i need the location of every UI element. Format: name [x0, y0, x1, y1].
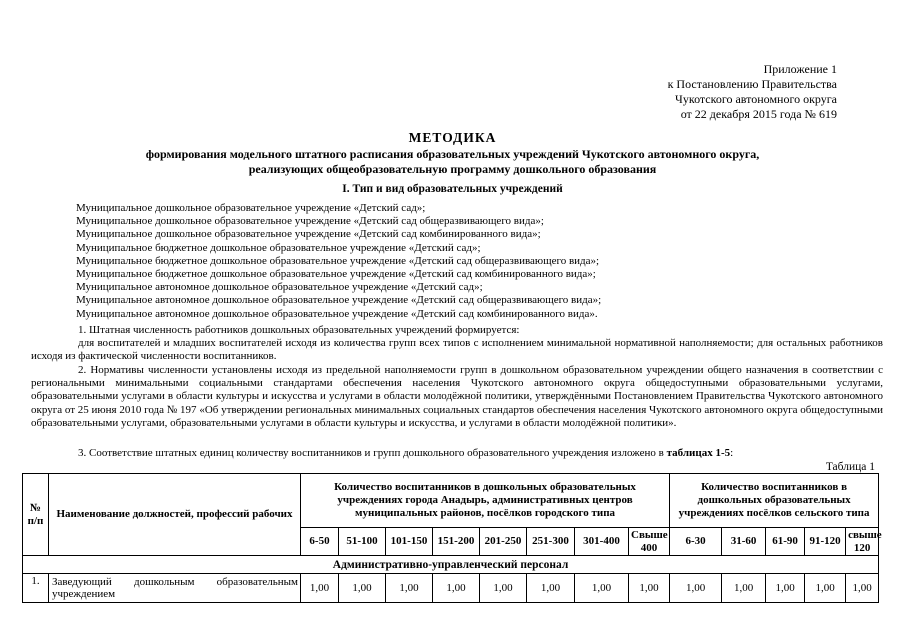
range-header: 301-400: [575, 528, 629, 556]
table-cell: 1,00: [575, 574, 629, 603]
table-cell: 1,00: [386, 574, 433, 603]
table-section-row: Административно-управленческий персонал: [23, 556, 879, 574]
table-label: Таблица 1: [825, 461, 875, 473]
range-header: 151-200: [433, 528, 480, 556]
document-subtitle-line-2: реализующих общеобразовательную программу дошкольного образования: [248, 162, 657, 176]
range-header: 51-100: [339, 528, 386, 556]
table-cell: 1,00: [670, 574, 722, 603]
table-cell: 1,00: [629, 574, 670, 603]
range-header: 61-90: [766, 528, 805, 556]
table-cell: 1,00: [527, 574, 575, 603]
paragraph-3: [31, 447, 883, 460]
paragraph-3-end: :: [730, 447, 734, 459]
range-header: 6-50: [301, 528, 339, 556]
range-header: свыше 120: [846, 528, 879, 556]
paragraph-1-detail: для воспитателей и младших воспитателей исходя из количества групп всех типов с исполнением минимальной нормативной наполняемости; для остальных работников исходя из фактической численности воспитанников.: [31, 337, 883, 363]
list-item: Муниципальное автономное дошкольное образовательное учреждение «Детский сад комбинированного вида».: [76, 307, 598, 320]
appendix-line-2: к Постановлению Правительства: [667, 77, 837, 91]
list-item: Муниципальное автономное дошкольное образовательное учреждение «Детский сад общеразвивающего вида»;: [76, 294, 602, 307]
range-header: 31-60: [722, 528, 766, 556]
list-item: Муниципальное автономное дошкольное образовательное учреждение «Детский сад»;: [76, 281, 483, 294]
range-header: 91-120: [805, 528, 846, 556]
table-row: [23, 574, 879, 603]
table-cell: 1,00: [339, 574, 386, 603]
list-item: Муниципальное бюджетное дошкольное образовательное учреждение «Детский сад комбинированного вида»;: [76, 268, 596, 281]
section-heading: I. Тип и вид образовательных учреждений: [342, 183, 563, 195]
table-cell: 1,00: [301, 574, 339, 603]
list-item: Муниципальное дошкольное образовательное учреждение «Детский сад»;: [76, 202, 426, 214]
document-subtitle-line-1: формирования модельного штатного расписания образовательных учреждений Чукотского автономного округа,: [145, 147, 760, 161]
list-item: Муниципальное бюджетное дошкольное образовательное учреждение «Детский сад общеразвивающего вида»;: [76, 254, 600, 267]
column-header-position: Наименование должностей, профессий рабочих: [49, 474, 301, 556]
paragraph-3-text: 3. Соответствие штатных единиц количеству воспитанников и групп дошкольного образовательного учреждения изложено в: [78, 447, 667, 459]
range-header: 251-300: [527, 528, 575, 556]
appendix-line-4: от 22 декабря 2015 года № 619: [680, 107, 837, 121]
table-cell: 1,00: [480, 574, 527, 603]
row-number: 1.: [23, 574, 49, 603]
range-header: Свыше 400: [629, 528, 670, 556]
appendix-line-1: Приложение 1: [763, 62, 837, 76]
tables-reference: таблицах 1-5: [666, 447, 731, 459]
row-position-name: Заведующий дошкольным образовательным учреждением: [49, 574, 301, 603]
column-group-city: Количество воспитанников в дошкольных образовательных учреждениях города Анадырь, административных центров муниципальных районов, посёлков городского типа: [301, 474, 670, 528]
staffing-table: [22, 473, 882, 603]
paragraph-1: 1. Штатная численность работников дошкольных образовательных учреждений формируется:: [78, 324, 520, 336]
institution-list: [76, 202, 601, 321]
list-item: Муниципальное бюджетное дошкольное образовательное учреждение «Детский сад»;: [76, 241, 481, 254]
column-header-number: № п/п: [23, 474, 49, 556]
table-cell: 1,00: [846, 574, 879, 603]
paragraph-2: 2. Нормативы численности установлены исходя из предельной наполняемости групп в дошкольном образовательном учреждении общего назначения в соответствии с региональными минимальными социальными стандартами обеспечения населения Чукотского автономного округа общедоступными образовательными услугами, образовательными услугами в области культуры и искусства и услугами в области молодёжной политики, утверждёнными Постановлением Правительства Чукотского автономного округа от 25 июня 2010 года № 197 «Об утверждении региональных минимальных социальных стандартов обеспечения населения Чукотского автономного округа общедоступными образовательными услугами, образовательными услугами в области культуры и искусства, и услугами в области молодёжной политики».: [31, 364, 883, 429]
range-header: 101-150: [386, 528, 433, 556]
table-cell: 1,00: [722, 574, 766, 603]
appendix-line-3: Чукотского автономного округа: [675, 92, 837, 106]
table-cell: 1,00: [433, 574, 480, 603]
appendix-note: [577, 62, 837, 122]
list-item: Муниципальное дошкольное образовательное учреждение «Детский сад общеразвивающего вида»;: [76, 215, 544, 228]
range-header: 201-250: [480, 528, 527, 556]
list-item: Муниципальное дошкольное образовательное учреждение «Детский сад комбинированного вида»;: [76, 228, 541, 241]
column-group-rural: Количество воспитанников в дошкольных образовательных учреждениях посёлков сельского типа: [670, 474, 879, 528]
table-cell: 1,00: [805, 574, 846, 603]
range-header: 6-30: [670, 528, 722, 556]
table-cell: 1,00: [766, 574, 805, 603]
document-title: МЕТОДИКА: [408, 130, 497, 145]
